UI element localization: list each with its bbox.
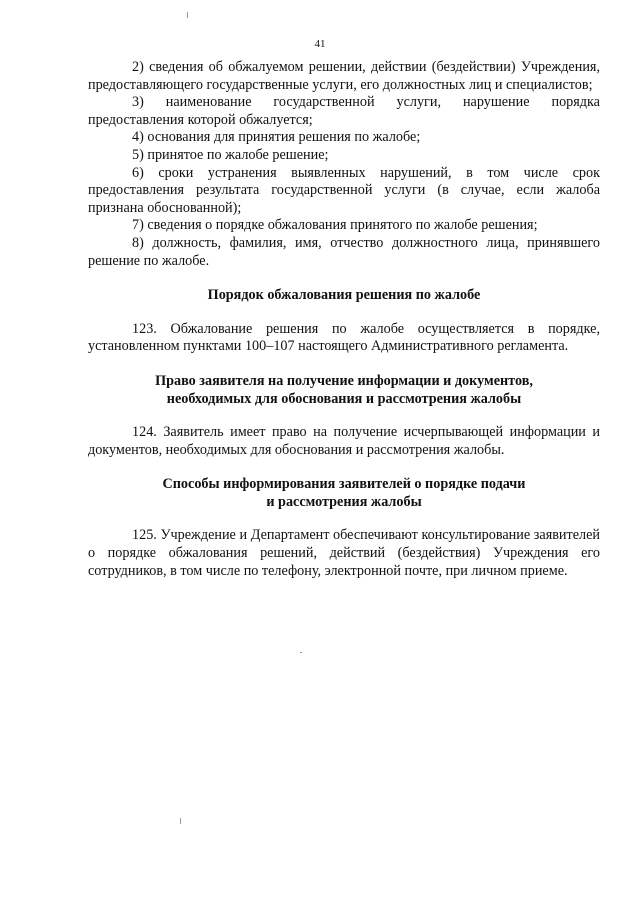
list-item: 3) наименование государственной услуги, нарушение порядка предоставления которой обжалуется; (88, 94, 600, 128)
scan-mark-bottom (180, 818, 181, 824)
scan-mark-middle (300, 652, 302, 653)
section-paragraph: 125. Учреждение и Департамент обеспечивают консультирование заявителей о порядке обжалования решений, действий (бездействия) Учреждения его сотрудников, в том числе по телефону, электронной почте, при личном приеме. (88, 527, 600, 579)
section-heading-line: Право заявителя на получение информации и документов, (155, 372, 533, 389)
section-heading-line: Порядок обжалования решения по жалобе (207, 287, 481, 304)
section-heading (88, 373, 600, 408)
section-heading-line: Способы информирования заявителей о порядке подачи (162, 476, 526, 493)
list-item: 7) сведения о порядке обжалования принятого по жалобе решения; (132, 217, 538, 234)
section-paragraph: 124. Заявитель имеет право на получение исчерпывающей информации и документов, необходимых для обоснования и рассмотрения жалобы. (88, 424, 600, 458)
section-heading-line: и рассмотрения жалобы (266, 493, 422, 510)
section-paragraph: 123. Обжалование решения по жалобе осуществляется в порядке, установленном пунктами 100–107 настоящего Административного регламента. (88, 320, 600, 355)
scan-mark-top (187, 12, 188, 18)
list-item: 6) сроки устранения выявленных нарушений, в том числе срок предоставления результата государственной услуги (в случае, если жалоба признана обоснованной); (88, 164, 600, 216)
section-heading (88, 476, 600, 511)
list-item: 5) принятое по жалобе решение; (132, 146, 329, 163)
document-body (88, 59, 600, 580)
list-item: 2) сведения об обжалуемом решении, действии (бездействии) Учреждения, предоставляющего государственные услуги, его должностных лиц и специалистов; (88, 59, 600, 93)
list-item: 4) основания для принятия решения по жалобе; (132, 129, 421, 146)
list-item: 8) должность, фамилия, имя, отчество должностного лица, принявшего решение по жалобе. (88, 234, 600, 269)
section-heading (88, 287, 600, 305)
page-number: 41 (314, 38, 326, 50)
section-heading-line: необходимых для обоснования и рассмотрения жалобы (166, 390, 522, 407)
